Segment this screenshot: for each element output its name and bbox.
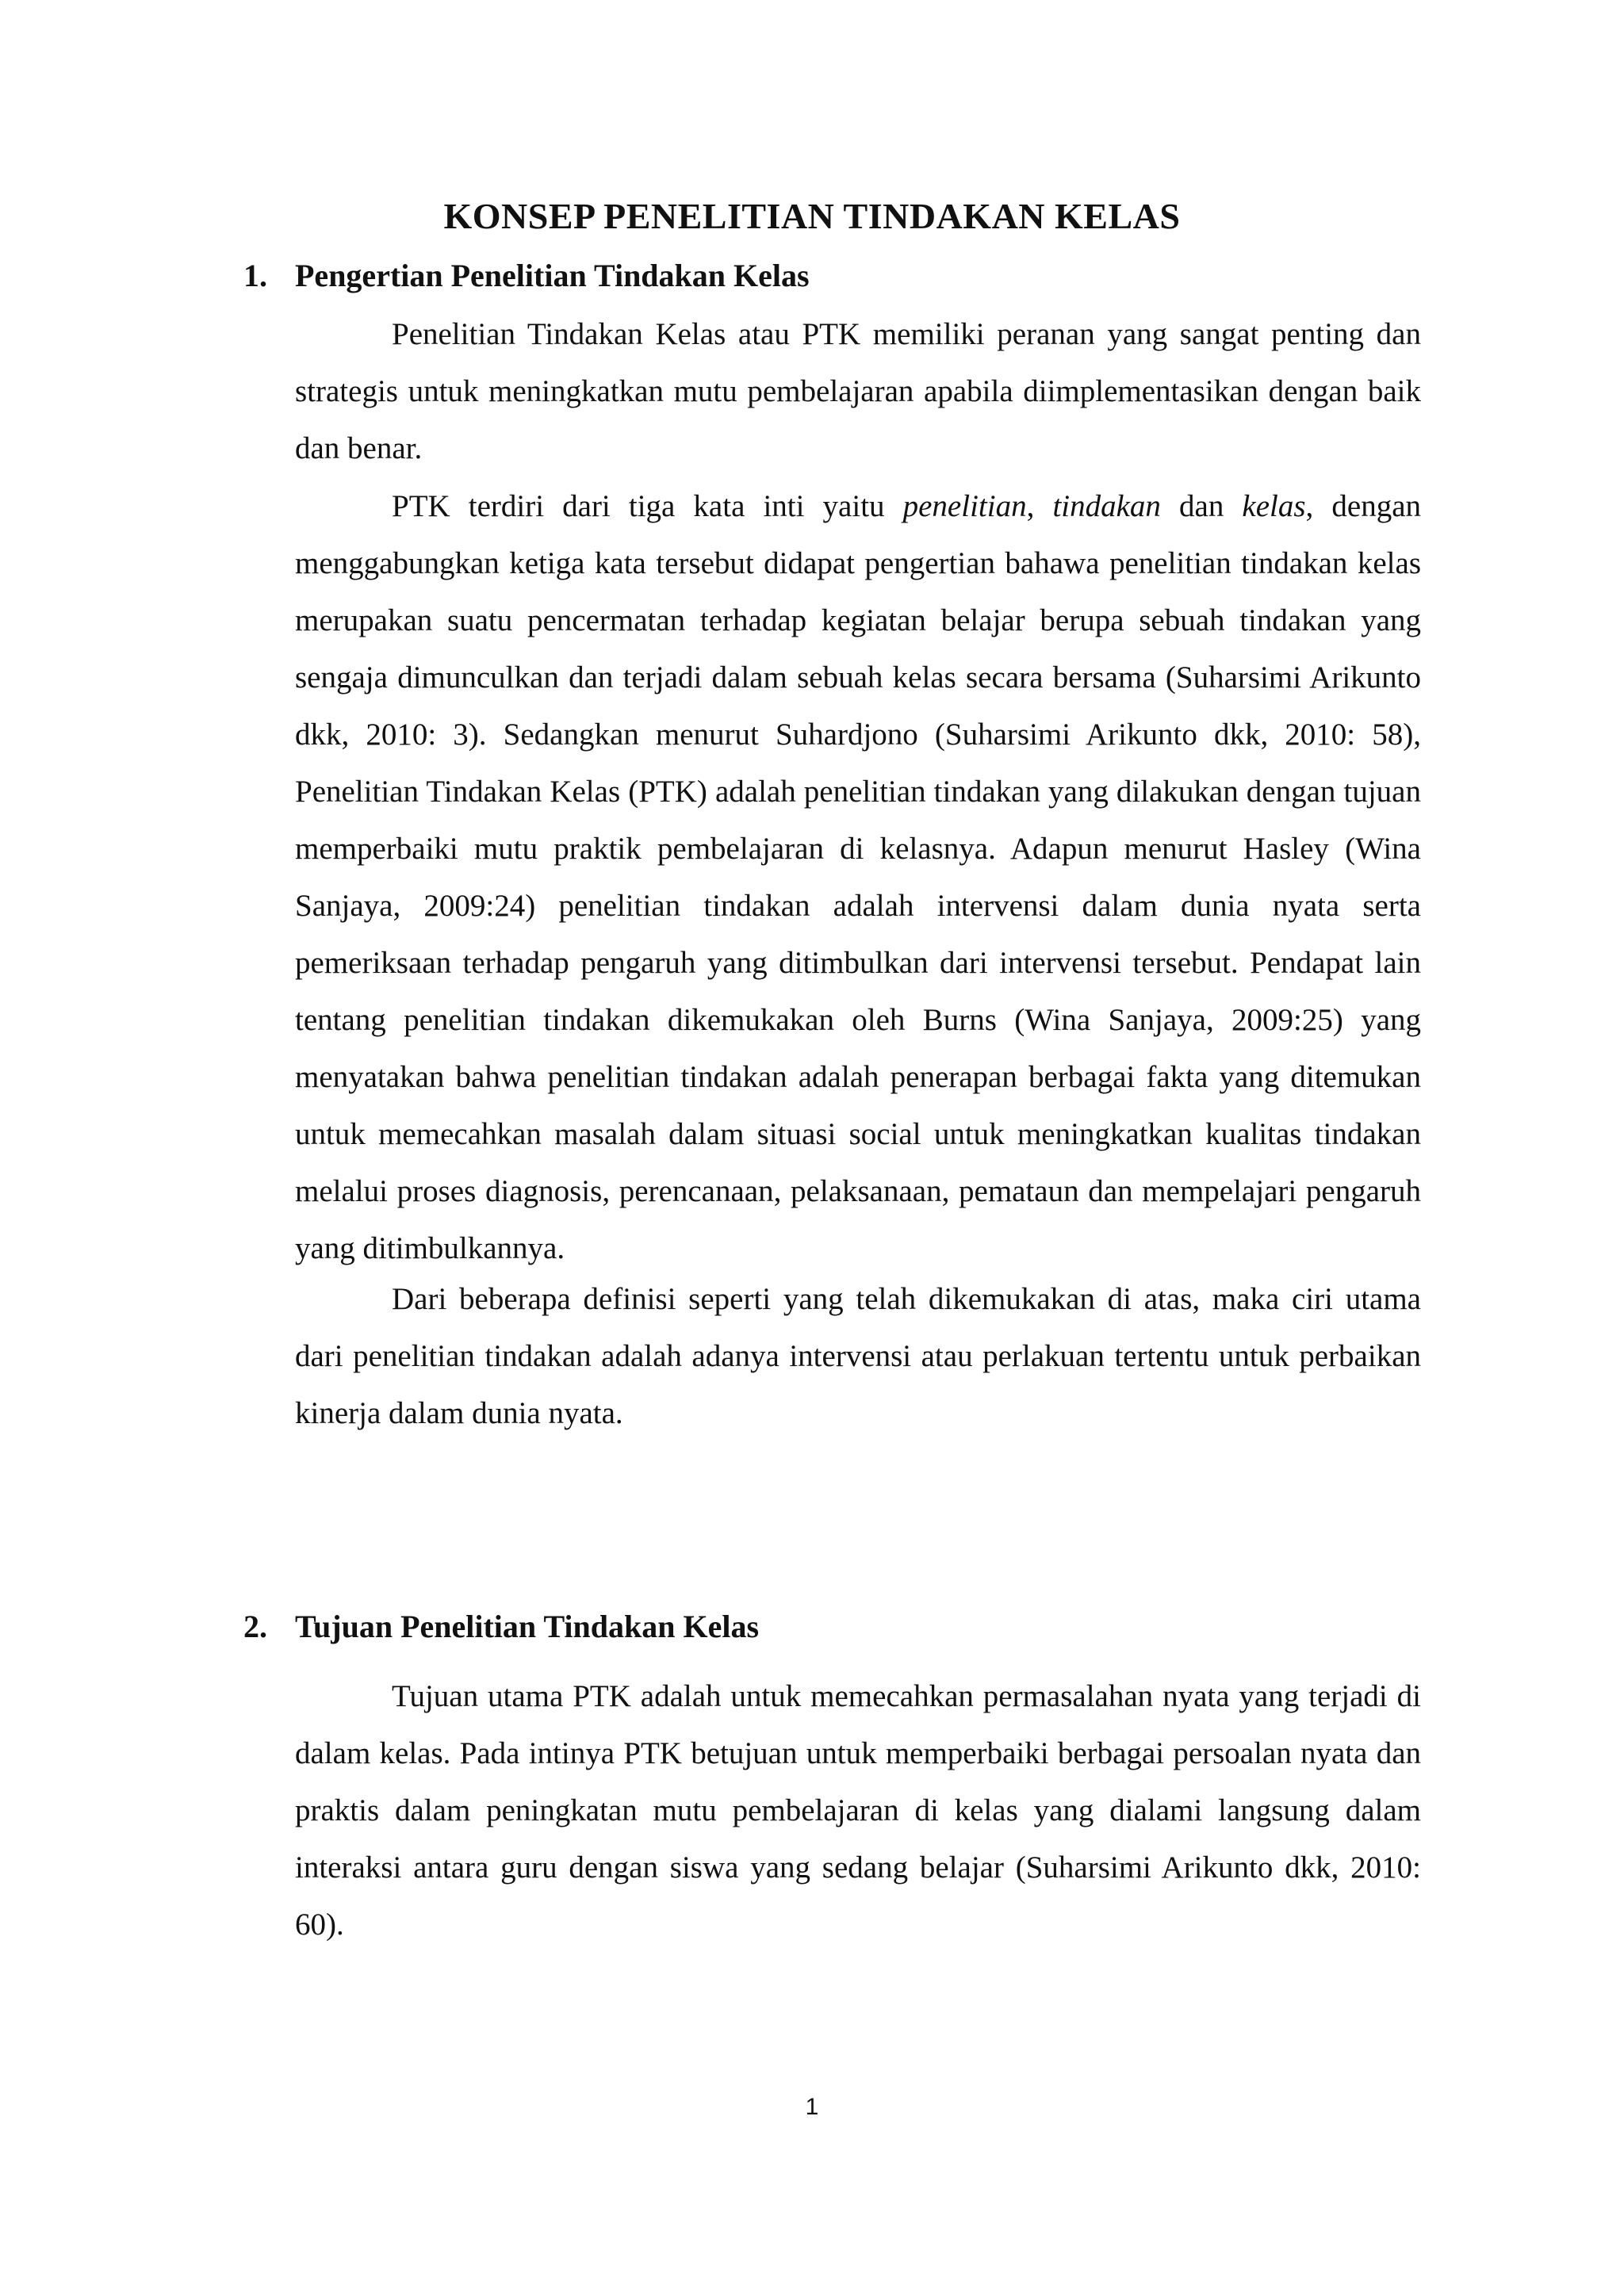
- paragraph-ptk-definition: [295, 478, 1421, 1277]
- section-number: 2.: [243, 1609, 267, 1644]
- italic-term-tindakan: tindakan: [1052, 489, 1161, 523]
- paragraph-text: PTK terdiri dari tiga kata inti yaitu: [392, 489, 903, 523]
- section-title: Pengertian Penelitian Tindakan Kelas: [295, 258, 810, 293]
- italic-term-penelitian: penelitian: [902, 489, 1027, 523]
- paragraph-text: , dengan menggabungkan ketiga kata tersebut didapat pengertian bahawa penelitian tindakan kelas merupakan suatu pencermatan terhadap kegiatan belajar berupa sebuah tindakan yang sengaja dimunculkan dan terjadi dalam sebuah kelas secara bersama (Suharsimi Arikunto dkk, 2010: 3). Sedangkan menurut Suhardjono (Suharsimi Arikunto dkk, 2010: 58), Penelitian Tindakan Kelas (PTK) adalah penelitian tindakan yang dilakukan dengan tujuan memperbaiki mutu praktik pembelajaran di kelasnya. Adapun menurut Hasley (Wina Sanjaya, 2009:24) penelitian tindakan adalah intervensi dalam dunia nyata serta pemeriksaan terhadap pengaruh yang ditimbulkan dari intervensi tersebut. Pendapat lain tentang penelitian tindakan dikemukakan oleh Burns (Wina Sanjaya, 2009:25) yang menyatakan bahwa penelitian tindakan adalah penerapan berbagai fakta yang ditemukan untuk memecahkan masalah dalam situasi social untuk meningkatkan kualitas tindakan melalui proses diagnosis, perencanaan, pelaksanaan, pemataun dan mempelajari pengaruh yang ditimbulkannya.: [295, 489, 1422, 1265]
- paragraph-text: ,: [1026, 489, 1053, 523]
- paragraph-ptk-goal: Tujuan utama PTK adalah untuk memecahkan permasalahan nyata yang terjadi di dalam kelas. Pada intinya PTK betujuan untuk memperbaiki berbagai persoalan nyata dan praktis dalam peningkatan mutu pembelajaran di kelas yang dialami langsung dalam interaksi antara guru dengan siswa yang sedang belajar (Suharsimi Arikunto dkk, 2010: 60).: [295, 1679, 1421, 1942]
- document-title: KONSEP PENELITIAN TINDAKAN KELAS: [443, 196, 1181, 236]
- italic-term-kelas: kelas: [1242, 489, 1306, 523]
- paragraph-ptk-intro: Penelitian Tindakan Kelas atau PTK memiliki peranan yang sangat penting dan strategis untuk meningkatkan mutu pembelajaran apabila diimplementasikan dengan baik dan benar.: [295, 317, 1421, 465]
- section-title: Tujuan Penelitian Tindakan Kelas: [295, 1609, 760, 1644]
- paragraph-ptk-characteristics: Dari beberapa definisi seperti yang telah dikemukakan di atas, maka ciri utama dari penelitian tindakan adalah adanya intervensi atau perlakuan tertentu untuk perbaikan kinerja dalam dunia nyata.: [295, 1282, 1421, 1430]
- section-heading-tujuan: [243, 1606, 759, 1647]
- page-number: 1: [805, 2094, 819, 2120]
- section-heading-pengertian: [243, 255, 810, 297]
- paragraph-text: dan: [1160, 489, 1243, 523]
- section-number: 1.: [243, 258, 267, 293]
